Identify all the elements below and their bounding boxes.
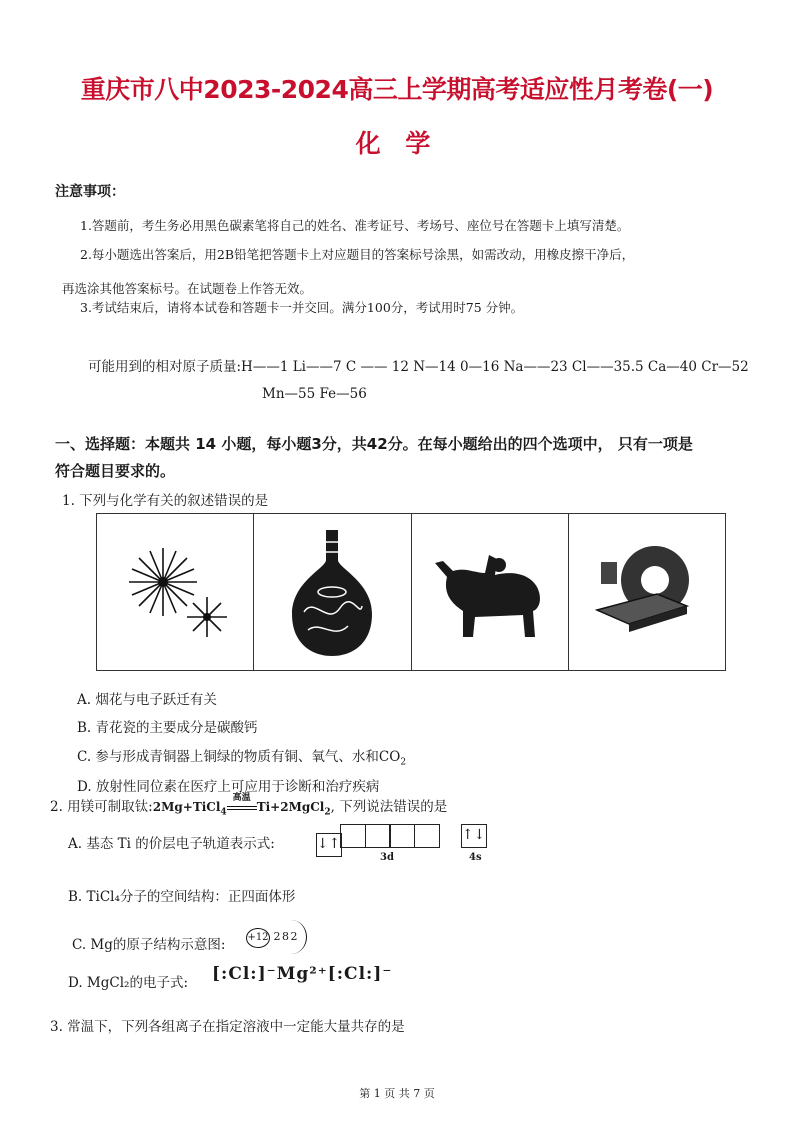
q1-image-vase [254,514,411,670]
q2-eq-right-sub: 2 [324,807,331,818]
q2-eq-sign [227,806,257,810]
section-heading-b: 符合题目要求的。 [55,462,176,480]
notice-item-2a: 2.每小题选出答案后，用2B铅笔把答题卡上对应题目的答案标号涂黑，如需改动，用橡皮擦干净后， [80,247,635,262]
notice-item-1: 1.答题前，考生务必用黑色碳素笔将自己的姓名、准考证号、考场号、座位号在答题卡上填写清楚。 [80,218,630,233]
q1-image-bronze-ox [412,514,569,670]
q2-eq-left-sub: 4 [220,807,227,818]
orbital-box-3d-1: ↓↑ [316,833,342,857]
mg-shell-arc [273,920,307,954]
q2-stem-pre: 2. 用镁可制取钛: [50,799,153,815]
mg-shells: 2 8 2 [273,930,297,943]
orbital-3d-boxes [317,824,440,857]
orbital-3d-label: 3d [380,852,394,863]
q1-image-ct-scanner [569,514,725,670]
notice-item-2b: 再选涂其他答案标号。在试题卷上作答无效。 [62,281,313,296]
q2-stem-post: , 下列说法错误的是 [330,799,448,815]
mg-nucleus: +12 [246,928,270,948]
q2-option-c: C. Mg的原子结构示意图: [72,937,226,953]
fireworks-icon [115,537,235,647]
page-footer: 第 1 页 共 7 页 [359,1087,435,1100]
q1-option-d: D. 放射性同位素在医疗上可应用于诊断和治疗疾病 [77,779,380,795]
q3-stem: 3. 常温下，下列各组离子在指定溶液中一定能大量共存的是 [50,1019,405,1035]
notice-heading: 注意事项： [55,184,125,200]
orbital-box-3d-2 [340,824,366,848]
orbital-box-3d-3 [365,824,391,848]
q2-option-d: D. MgCl₂的电子式: [68,975,188,991]
q2-option-a: A. 基态 Ti 的价层电子轨道表示式: [68,836,275,852]
atomic-mass-line-1: 可能用到的相对原子质量:H——1 Li——7 C —— 12 N—14 0—16 Na——23 Cl——35.5 Ca—40 Cr—52 [88,359,749,375]
q1-option-a: A. 烟花与电子跃迁有关 [77,692,217,708]
orbital-4s-box [462,824,487,848]
q2-option-b: B. TiCl₄分子的空间结构：正四面体形 [68,889,296,905]
atomic-mass-line-2: Mn—55 Fe—56 [262,386,367,402]
section-heading-a: 一、选择题：本题共 14 小题，每小题3分，共42分。在每小题给出的四个选项中， 只有一项是 [55,435,693,453]
ct-scanner-icon [587,532,707,652]
q1-option-c-sub: 2 [400,757,407,768]
q2-eq-condition: 高温 [232,793,251,803]
vase-icon [282,522,382,662]
q1-option-c-text: C. 参与形成青铜器上铜绿的物质有铜、氧气、水和CO [77,749,401,765]
orbital-box-3d-4 [389,824,415,848]
q2-eq-right: Ti+2MgCl [256,800,325,814]
q2-stem [50,795,447,818]
mg-atom-diagram [246,928,297,948]
orbital-box-4s-1: ↑↓ [461,824,487,848]
subject-title: 化 学 [355,129,439,158]
mgcl2-electron-formula: [:Cl:]⁻Mg²⁺[:Cl:]⁻ [212,964,393,984]
q1-option-b: B. 青花瓷的主要成分是碳酸钙 [77,720,258,736]
q1-image-table [96,513,726,671]
orbital-4s-label: 4s [469,852,482,863]
notice-item-3: 3.考试结束后，请将本试卷和答题卡一并交回。满分100分，考试用时75 分钟。 [80,300,524,315]
bronze-ox-icon [425,537,555,647]
q2-eq-arrow [227,793,257,815]
orbital-box-3d-5 [414,824,440,848]
q1-option-c [77,745,406,768]
page-title: 重庆市八中2023-2024高三上学期高考适应性月考卷(一) [80,75,714,104]
q1-image-fireworks [97,514,254,670]
q2-eq-left: 2Mg+TiCl [152,800,221,814]
q1-stem: 1. 下列与化学有关的叙述错误的是 [62,493,269,509]
